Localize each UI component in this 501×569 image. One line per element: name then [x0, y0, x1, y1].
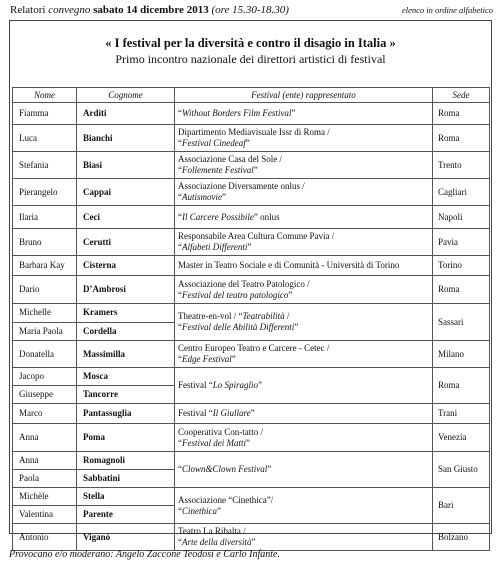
festival-text: “ [178, 138, 182, 148]
festival-text: Teatrabilità [242, 311, 285, 321]
festival-text: Festival “ [178, 380, 213, 390]
festival-text: “ [178, 289, 182, 300]
festival-line [178, 537, 429, 548]
table-row [13, 404, 490, 424]
cell-nome: Dario [13, 276, 77, 304]
cell-sede: Napoli [433, 206, 490, 229]
cell-sede: Trani [433, 404, 490, 424]
festival-line [178, 192, 429, 203]
moderators-note: Provocano e/o moderano: Angelo Zaccone Teodosi e Carlo Infante. [9, 549, 280, 560]
cell-festival [175, 206, 433, 229]
cell-cognome: Parente [77, 506, 175, 524]
cell-festival [175, 424, 433, 452]
event-info [10, 4, 289, 16]
cell-nome: Michèle [13, 488, 77, 506]
cell-nome: Maria Paola [13, 322, 77, 341]
cell-cognome: Mosca [77, 368, 175, 386]
column-header-festival: Festival (ente) rappresentato [175, 88, 433, 103]
speakers-table [12, 87, 490, 551]
festival-text: Il Giullare [212, 408, 251, 418]
cell-festival [175, 404, 433, 424]
cell-sede: Venezia [433, 424, 490, 452]
festival-line [178, 242, 429, 253]
cell-cognome: Biasi [77, 152, 175, 179]
cell-festival [175, 152, 433, 179]
cell-nome: Giuseppe [13, 386, 77, 404]
cell-sede: Bari [433, 488, 490, 524]
sort-note: elenco in ordine alfabetico [401, 5, 493, 15]
festival-text: ” [222, 192, 226, 202]
table-row [13, 256, 490, 276]
festival-line [178, 231, 429, 242]
cell-cognome: Sabbatini [77, 470, 175, 488]
cell-sede: Trento [433, 152, 490, 179]
column-header-nome: Nome [13, 88, 77, 103]
cell-nome: Luca [13, 125, 77, 152]
festival-line [178, 138, 429, 149]
column-header-sede: Sede [433, 88, 490, 103]
festival-text: ” [217, 505, 221, 516]
festival-text: Teatro La Ribalta / [178, 526, 246, 536]
festival-text: Festival delle Abilità Differenti [182, 322, 295, 332]
festival-line [178, 464, 429, 475]
festival-line [178, 506, 429, 517]
cell-nome: Antonio [13, 524, 77, 551]
table-row [13, 206, 490, 229]
festival-text: Cinethica [182, 505, 217, 516]
cell-nome: Anna [13, 452, 77, 470]
table-row [13, 276, 490, 304]
table-row [13, 229, 490, 256]
festival-text: Dipartimento Mediavisuale Issr di Roma / [178, 127, 330, 137]
table-row [13, 424, 490, 452]
cell-festival [175, 103, 433, 125]
cell-nome: Stefania [13, 152, 77, 179]
table-row [13, 524, 490, 551]
cell-nome: Michelle [13, 304, 77, 323]
cell-cognome: Romagnoli [77, 452, 175, 470]
cell-cognome: Bianchi [77, 125, 175, 152]
festival-text: “ [178, 354, 182, 364]
cell-sede: Roma [433, 368, 490, 404]
cell-nome: Donatella [13, 341, 77, 368]
cell-nome: Jacopo [13, 368, 77, 386]
festival-text: Follemente Festival [182, 165, 254, 175]
festival-text: ” [294, 322, 299, 332]
cell-festival [175, 452, 433, 488]
event-time: (ore 15.30-18.30) [211, 4, 289, 16]
cell-sede: San Giusto [433, 452, 490, 488]
event-date: sabato 14 dicembre 2013 [93, 4, 209, 16]
festival-text: “ [178, 505, 182, 516]
table-row [13, 368, 490, 386]
festival-text: ” [250, 408, 255, 418]
festival-text: ” [253, 165, 258, 175]
cell-cognome: Cisterna [77, 256, 175, 276]
cell-nome: Paola [13, 470, 77, 488]
cell-cognome: Arditi [77, 103, 175, 125]
cell-sede: Roma [433, 125, 490, 152]
festival-text: ” [291, 108, 296, 118]
festival-text: “ [178, 108, 182, 118]
festival-text: / [284, 311, 290, 321]
festival-text: Alfabeti Differenti [182, 242, 248, 252]
festival-text: ” [267, 464, 272, 474]
table-row [13, 452, 490, 470]
cell-cognome: Tancorre [77, 386, 175, 404]
cell-sede: Pavia [433, 229, 490, 256]
cell-nome: Pierangelo [13, 179, 77, 206]
festival-text: Cooperativa Con-tatto / [178, 426, 263, 437]
speakers-label: Relatori [10, 4, 49, 16]
table-row [13, 341, 490, 368]
festival-line [178, 154, 429, 165]
festival-text: Master in Teatro Sociale e di Comunità - Università di Torino [178, 260, 400, 270]
festival-line [178, 165, 429, 176]
cell-cognome: Massimilla [77, 341, 175, 368]
festival-text: Edge Festival [182, 354, 232, 364]
cell-sede: Bolzano [433, 524, 490, 551]
festival-text: Arte della diversità [182, 537, 252, 547]
festival-line [178, 279, 429, 290]
cell-nome: Anna [13, 424, 77, 452]
cell-nome: Fiamma [13, 103, 77, 125]
festival-line [178, 427, 429, 438]
cell-festival [175, 524, 433, 551]
festival-text: “ [178, 322, 182, 332]
festival-text: Clown&Clown Festival [182, 464, 268, 474]
cell-sede: Torino [433, 256, 490, 276]
festival-text: Theatre-en-vol / “ [178, 311, 243, 321]
cell-nome: Ilaria [13, 206, 77, 229]
festival-text: Associazione Casa del Sole / [178, 154, 282, 164]
cell-cognome: Poma [77, 424, 175, 452]
cell-cognome: Pantassuglia [77, 404, 175, 424]
cell-festival [175, 368, 433, 404]
cell-sede: Cagliari [433, 179, 490, 206]
festival-text: Associazione Diversamente onlus / [178, 181, 305, 191]
festival-text: “ [178, 537, 182, 547]
festival-text: ” [231, 354, 236, 364]
cell-festival [175, 276, 433, 304]
festival-line [178, 108, 429, 119]
cell-cognome: Kramers [77, 304, 175, 323]
festival-text: Festival “ [178, 408, 213, 418]
festival-line [178, 438, 429, 449]
festival-text: ” [288, 289, 293, 300]
cell-nome: Valentina [13, 506, 77, 524]
festival-text: Lo Spiraglio [212, 380, 259, 390]
festival-text: Il Carcere Possibile [182, 211, 254, 222]
festival-text: ” [245, 138, 250, 148]
festival-text: Associazione del Teatro Patologico / [178, 278, 310, 289]
festival-line [178, 212, 429, 223]
page-title: « I festival per la diversità e contro il disagio in Italia » [105, 36, 396, 50]
document-frame [9, 20, 492, 547]
festival-line [178, 380, 429, 391]
cell-cognome: Viganò [77, 524, 175, 551]
festival-text: “ [178, 211, 182, 222]
festival-line [178, 311, 429, 322]
festival-line [178, 181, 429, 192]
table-row [13, 488, 490, 506]
festival-text: Festival del teatro patologico [182, 289, 289, 300]
festival-text: “ [178, 192, 182, 202]
festival-line [178, 354, 429, 365]
festival-text: Festival Cinedeaf [182, 138, 246, 148]
table-header-row [13, 88, 490, 103]
cell-festival [175, 179, 433, 206]
cell-nome: Barbara Kay [13, 256, 77, 276]
festival-line [178, 343, 429, 354]
festival-text: Associazione “Cinethica”/ [178, 494, 274, 505]
cell-cognome: Cerutti [77, 229, 175, 256]
header-line [10, 4, 493, 18]
column-header-cognome: Cognome [77, 88, 175, 103]
cell-sede: Sassari [433, 304, 490, 341]
festival-line [178, 260, 429, 271]
cell-festival [175, 256, 433, 276]
cell-festival [175, 488, 433, 524]
festival-text: ” [247, 242, 252, 252]
festival-text: ” [258, 380, 263, 390]
festival-line [178, 495, 429, 506]
festival-text: “ [178, 242, 182, 252]
cell-festival [175, 125, 433, 152]
cell-festival [175, 341, 433, 368]
cell-sede: Roma [433, 276, 490, 304]
table-row [13, 304, 490, 323]
cell-sede: Roma [433, 103, 490, 125]
festival-line [178, 526, 429, 537]
cell-festival [175, 304, 433, 341]
cell-cognome: Ceci [77, 206, 175, 229]
festival-line [178, 408, 429, 419]
cell-cognome: Cordella [77, 322, 175, 341]
cell-festival [175, 229, 433, 256]
convention-label: convegno [48, 4, 91, 16]
cell-nome: Marco [13, 404, 77, 424]
festival-text: ” [245, 437, 250, 448]
table-row [13, 152, 490, 179]
cell-sede: Milano [433, 341, 490, 368]
page-subtitle: Primo incontro nazionale dei direttori artistici di festival [115, 52, 386, 66]
festival-line [178, 322, 429, 333]
festival-text: Festival dei Matti [182, 437, 246, 448]
festival-text: Centro Europeo Teatro e Carcere - Cetec / [178, 343, 330, 353]
cell-cognome: Cappai [77, 179, 175, 206]
cell-cognome: D’Ambrosi [77, 276, 175, 304]
table-row [13, 125, 490, 152]
cell-nome: Bruno [13, 229, 77, 256]
festival-text: “ [178, 464, 182, 474]
cell-cognome: Stella [77, 488, 175, 506]
table-row [13, 179, 490, 206]
festival-text: ” [251, 537, 256, 547]
festival-text: ” onlus [253, 211, 280, 222]
festival-line [178, 127, 429, 138]
festival-text: Autismovie [182, 192, 222, 202]
festival-text: Without Borders Film Festival [182, 108, 292, 118]
table-body [13, 103, 490, 551]
festival-text: “ [178, 165, 182, 175]
table-row [13, 103, 490, 125]
festival-line [178, 290, 429, 301]
festival-text: “ [178, 437, 182, 448]
festival-text: Responsabile Area Cultura Comune Pavia / [178, 231, 335, 241]
